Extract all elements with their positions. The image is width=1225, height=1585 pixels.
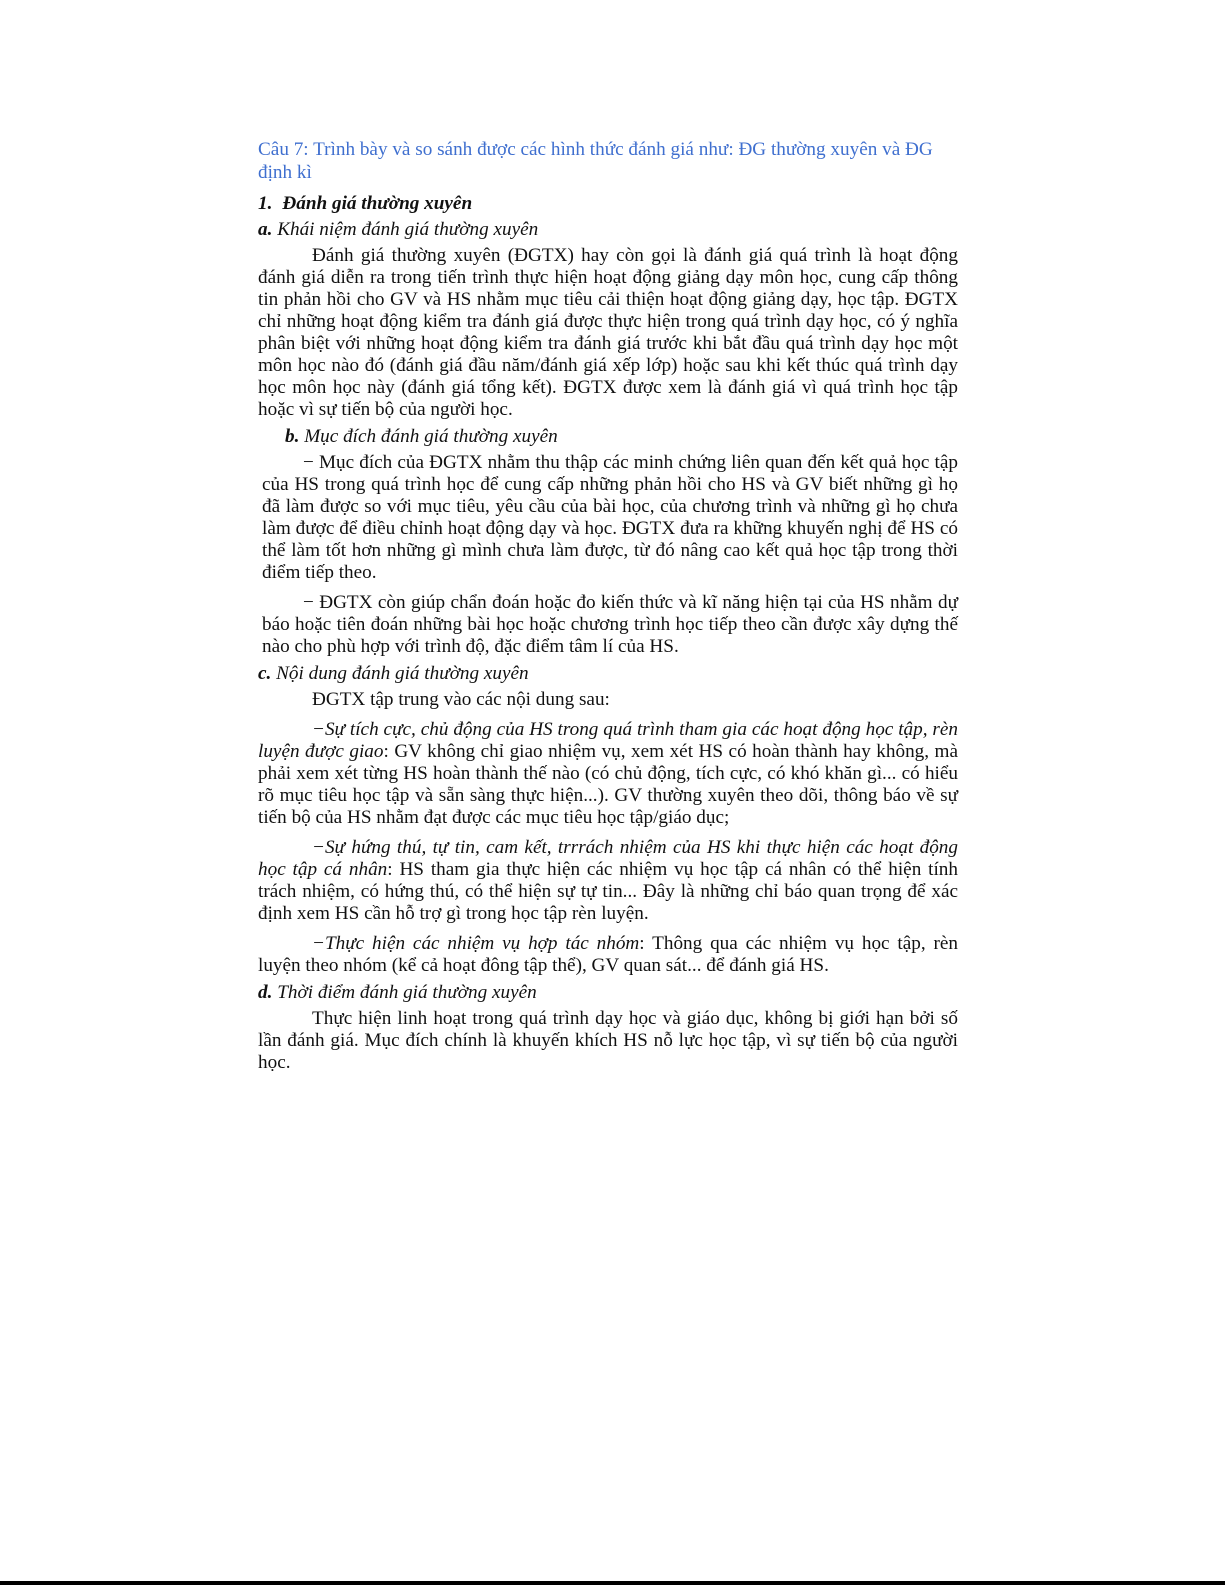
subsection-c-item-3-label: −Thực hiện các nhiệm vụ hợp tác nhóm bbox=[312, 933, 640, 954]
section-1-number: 1. bbox=[258, 193, 273, 214]
subsection-c-item-2-label: −Sự hứng thú, tự tin, cam kết, trrrách nhiệm của HS khi thực hiện các hoạt động học tập cá nhân bbox=[258, 837, 958, 880]
subsection-b-paragraph-1: − Mục đích của ĐGTX nhằm thu thập các minh chứng liên quan đến kết quả học tập của HS trong quá trình học để cung cấp những phản hồi cho HS và GV biết những gì họ đã làm được so với mục tiêu, yêu cầu của bài học, của chương trình và những gì họ chưa làm được để điều chỉnh hoạt động dạy và học. ĐGTX đưa ra khững khuyến nghị để HS có thể làm tốt hơn những gì mình chưa làm được, từ đó nâng cao kết quả học tập trong thời điểm tiếp theo. bbox=[262, 452, 958, 583]
subsection-d-heading bbox=[258, 982, 958, 1004]
subsection-c-heading bbox=[258, 663, 958, 685]
subsection-c-item-3 bbox=[258, 933, 958, 977]
subsection-a-paragraph: Đánh giá thường xuyên (ĐGTX) hay còn gọi là đánh giá quá trình là hoạt động đánh giá diễn ra trong tiến trình thực hiện hoạt động giảng dạy môn học, cung cấp thông tin phản hồi cho GV và HS nhằm mục tiêu cải thiện hoạt động giảng dạy, học tập. ĐGTX chỉ những hoạt động kiểm tra đánh giá được thực hiện trong quá trình dạy học, có ý nghĩa phân biệt với những hoạt động kiểm tra đánh giá trước khi bắt đầu quá trình dạy học một môn học nào đó (đánh giá đầu năm/đánh giá xếp lớp) hoặc sau khi kết thúc quá trình dạy học môn học này (đánh giá tổng kết). ĐGTX được xem là đánh giá vì quá trình học tập hoặc vì sự tiến bộ của người học. bbox=[258, 245, 958, 420]
subsection-c-intro: ĐGTX tập trung vào các nội dung sau: bbox=[312, 689, 610, 710]
subsection-a-title: Khái niệm đánh giá thường xuyên bbox=[277, 219, 539, 240]
subsection-c-item-1-label: −Sự tích cực, chủ động của HS trong quá trình tham gia các hoạt động học tập, rèn luyện được giao bbox=[258, 719, 958, 762]
subsection-c-item-2 bbox=[258, 837, 958, 925]
subsection-c-title: Nội dung đánh giá thường xuyên bbox=[276, 663, 529, 684]
document-page bbox=[258, 138, 958, 1079]
bottom-border bbox=[0, 1581, 1225, 1585]
subsection-c-item-2-text: : HS tham gia thực hiện các nhiệm vụ học tập cá nhân có thể hiện tính trách nhiệm, có hứng thú, có thể hiện sự tự tin... Đây là những chỉ báo quan trọng để xác định xem HS cần hỗ trợ gì trong học tập rèn luyện. bbox=[258, 859, 958, 924]
section-1-heading bbox=[258, 193, 958, 215]
subsection-a-letter: a. bbox=[258, 219, 273, 240]
subsection-b-letter: b. bbox=[285, 426, 300, 447]
subsection-b-title: Mục đích đánh giá thường xuyên bbox=[304, 426, 558, 447]
subsection-a-heading bbox=[258, 219, 958, 241]
subsection-c-item-3-text: : Thông qua các nhiệm vụ học tập, rèn luyện theo nhóm (kể cả hoạt đông tập thể), GV quan sát... để đánh giá HS. bbox=[258, 933, 958, 976]
subsection-b-heading bbox=[258, 426, 958, 448]
subsection-b-paragraph-2: − ĐGTX còn giúp chẩn đoán hoặc đo kiến thức và kĩ năng hiện tại của HS nhằm dự báo hoặc tiên đoán những bài học hoặc chương trình học tiếp theo cần được xây dựng thế nào cho phù hợp với trình độ, đặc điểm tâm lí của HS. bbox=[262, 592, 958, 657]
subsection-d-title: Thời điểm đánh giá thường xuyên bbox=[277, 982, 537, 1003]
section-1-title: Đánh giá thường xuyên bbox=[282, 193, 473, 214]
subsection-c-letter: c. bbox=[258, 663, 272, 684]
question-title: Câu 7: Trình bày và so sánh được các hình thức đánh giá như: ĐG thường xuyên và ĐG định kì bbox=[258, 139, 933, 183]
subsection-d-paragraph: Thực hiện linh hoạt trong quá trình dạy học và giáo dục, không bị giới hạn bởi số lần đánh giá. Mục đích chính là khuyến khích HS nỗ lực học tập, vì sự tiến bộ của người học. bbox=[258, 1008, 958, 1073]
subsection-c-item-1-text: : GV không chỉ giao nhiệm vụ, xem xét HS có hoàn thành hay không, mà phải xem xét từng HS hoàn thành thế nào (có chủ động, tích cực, có khó khăn gì... có hiểu rõ mục tiêu học tập và sẵn sàng thực hiện...). GV thường xuyên theo dõi, thông báo về sự tiến bộ của HS nhằm đạt được các mục tiêu học tập/giáo dục; bbox=[258, 741, 958, 828]
subsection-c-item-1 bbox=[258, 719, 958, 829]
subsection-d-letter: d. bbox=[258, 982, 273, 1003]
